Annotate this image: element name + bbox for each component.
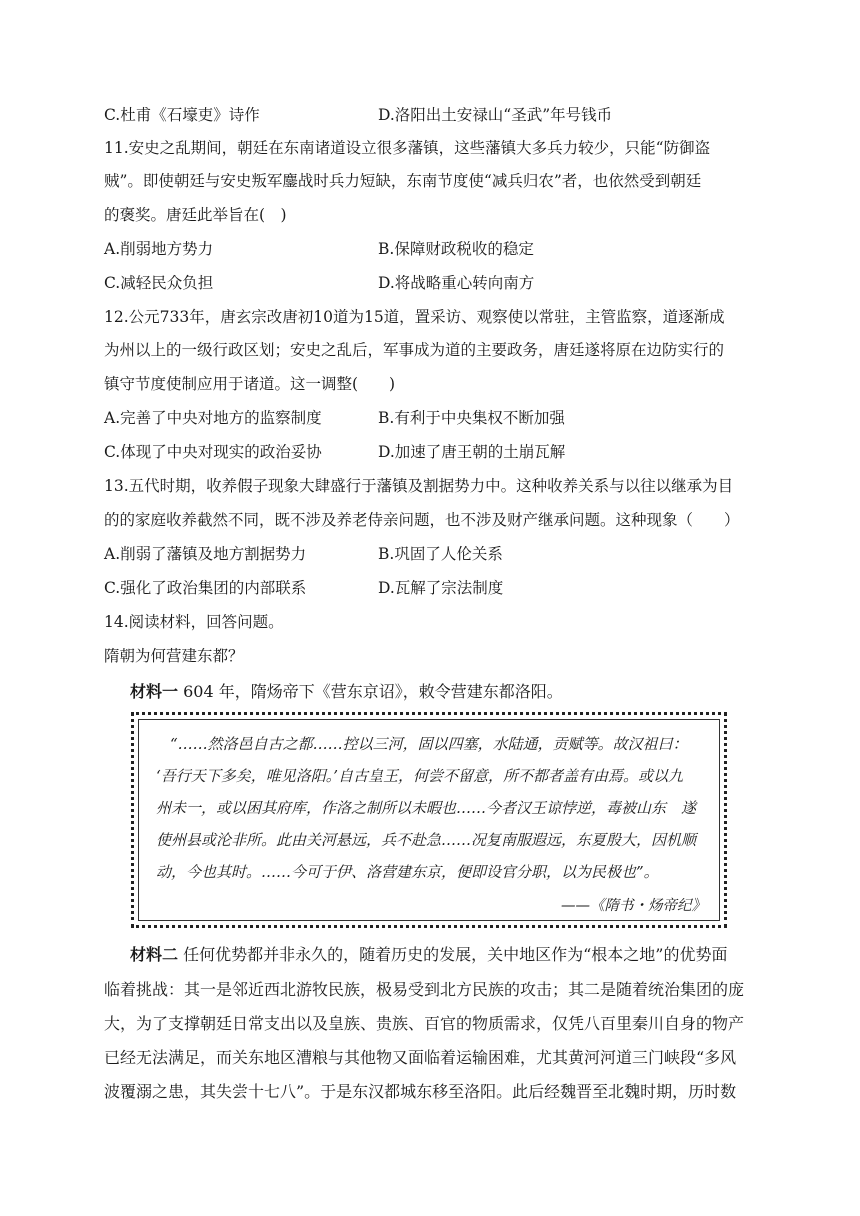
q11-stem-line-3: 的褒奖。唐廷此举旨在( )	[104, 206, 287, 224]
material-2-line-2: 临着挑战：其一是邻近西北游牧民族，极易受到北方民族的攻击；其二是随着统治集团的庞	[104, 980, 745, 999]
q11-stem-line-1: 11.安史之乱期间，朝廷在东南诸道设立很多藩镇，这些藩镇大多兵力较少，只能“防御盗	[104, 139, 711, 157]
q12-stem-line-3: 镇守节度使制应用于诸道。这一调整( )	[104, 375, 396, 393]
material-2-label: 材料二	[130, 945, 179, 964]
q10-option-c: C.杜甫《石壕吏》诗作	[104, 106, 260, 124]
q12-stem-line-1: 12.公元733年，唐玄宗改唐初10道为15道，置采访、观察使以常驻，主管监察，道逐渐成	[104, 308, 725, 326]
q11-option-d: D.将战略重心转向南方	[378, 274, 535, 292]
q11-option-c: C.减轻民众负担	[104, 274, 214, 292]
material-1-intro	[130, 681, 563, 703]
quote-source: ——《隋书・炀帝纪》	[561, 898, 706, 914]
quote-line-3: 州未一，或以困其府库，作洛之制所以未暇也……今者汉王谅悖逆，毒被山东 遂	[156, 799, 697, 817]
q14-stem: 14.阅读材料，回答问题。	[104, 613, 284, 631]
material-2-line-3: 大，为了支撑朝廷日常支出以及皇族、贵族、百官的物质需求，仅凭八百里秦川自身的物产	[104, 1014, 745, 1033]
quote-line-1: “……然洛邑自古之都……控以三河，固以四塞，水陆通，贡赋等。故汉祖曰：	[170, 735, 688, 753]
material-1-label: 材料一	[130, 682, 179, 701]
q11-option-b: B.保障财政税收的稳定	[378, 240, 534, 258]
q13-option-b: B.巩固了人伦关系	[378, 545, 503, 563]
q11-stem-line-2: 贼”。即使朝廷与安史叛军鏖战时兵力短缺，东南节度使“减兵归农”者，也依然受到朝廷	[104, 172, 702, 190]
q12-option-c: C.体现了中央对现实的政治妥协	[104, 443, 322, 461]
q12-option-a: A.完善了中央对地方的监察制度	[104, 409, 322, 427]
material-2-line-1	[130, 944, 727, 966]
q12-option-d: D.加速了唐王朝的土崩瓦解	[378, 443, 566, 461]
material-2-line-5: 波覆溺之患，其失尝十七八”。于是东汉都城东移至洛阳。此后经魏晋至北魏时期，历时数	[104, 1082, 737, 1101]
q13-option-a: A.削弱了藩镇及地方割据势力	[104, 545, 307, 563]
material-1-text: 604 年，隋炀帝下《营东京诏》，敕令营建东都洛阳。	[178, 682, 563, 701]
q11-option-a: A.削弱地方势力	[104, 240, 214, 258]
q13-option-d: D.瓦解了宗法制度	[378, 579, 504, 597]
quote-box	[131, 712, 727, 928]
q13-stem-line-2: 的的家庭收养截然不同，既不涉及养老侍亲问题，也不涉及财产继承问题。这种现象（ ）	[104, 511, 740, 529]
quote-line-4: 使州县或沦非所。此由关河悬远，兵不赴急……况复南服遐远，东夏殷大，因机顺	[156, 831, 697, 849]
material-2-line-4: 已经无法满足，而关东地区漕粮与其他物又面临着运输困难，尤其黄河河道三门峡段“多风	[104, 1048, 737, 1067]
quote-line-2: ‘吾行天下多矣，唯见洛阳。’自古皇王，何尝不留意，所不都者盖有由焉。或以九	[156, 767, 684, 785]
q13-option-c: C.强化了政治集团的内部联系	[104, 579, 307, 597]
q12-stem-line-2: 为州以上的一级行政区划；安史之乱后，军事成为道的主要政务，唐廷遂将原在边防实行的	[104, 341, 725, 359]
q13-stem-line-1: 13.五代时期，收养假子现象大肆盛行于藩镇及割据势力中。这种收养关系与以往以继承为目	[104, 477, 734, 495]
quote-line-5: 动，今也其时。……今可于伊、洛营建东京，便即设官分职，以为民极也”。	[156, 863, 659, 881]
material-2-text-1: 任何优势都并非永久的，随着历史的发展，关中地区作为“根本之地”的优势面	[178, 945, 728, 964]
q14-subquestion: 隋朝为何营建东都？	[104, 647, 244, 665]
q10-option-d: D.洛阳出土安禄山“圣武”年号钱币	[378, 106, 613, 124]
q12-option-b: B.有利于中央集权不断加强	[378, 409, 565, 427]
